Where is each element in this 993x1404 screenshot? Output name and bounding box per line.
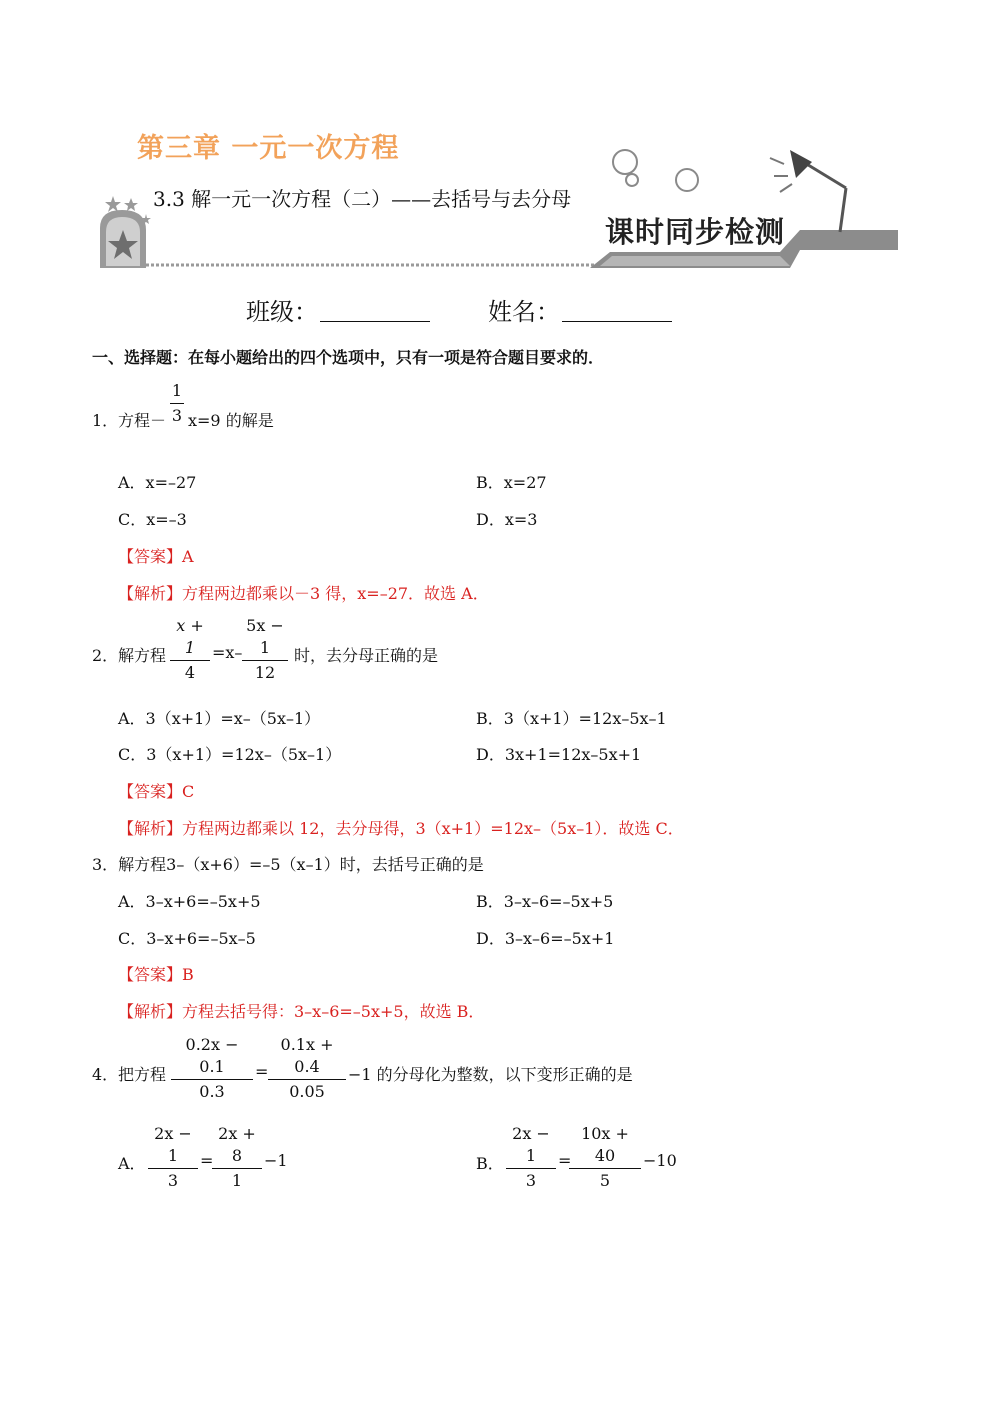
q4-option-a-tail: −1 bbox=[264, 1151, 288, 1170]
q2-option-c: C．3（x+1）=12x–（5x–1） bbox=[118, 745, 342, 764]
q2-frac2-den: 12 bbox=[254, 663, 276, 682]
fraction-bar bbox=[242, 660, 288, 661]
q3-answer: 【答案】B bbox=[118, 965, 194, 984]
q2-analysis: 【解析】方程两边都乘以 12，去分母得，3（x+1）=12x–（5x–1）．故选 C． bbox=[118, 819, 684, 838]
q3-option-c: C．3–x+6=–5x–5 bbox=[118, 929, 256, 948]
fraction-bar bbox=[569, 1168, 641, 1169]
q1-frac-num: 1 bbox=[171, 381, 183, 400]
fraction-bar bbox=[268, 1079, 346, 1080]
q3-option-a: A．3–x+6=–5x+5 bbox=[118, 892, 261, 911]
q4-option-b-tail: −10 bbox=[643, 1151, 677, 1170]
chapter-title: 第三章 一元一次方程 bbox=[137, 133, 400, 164]
q2-middle: =x– bbox=[212, 643, 243, 662]
q2-stem-post: 时，去分母正确的是 bbox=[294, 646, 439, 665]
q2-frac1-num: x + 1 bbox=[176, 616, 204, 657]
q4-option-b-fraction-1 bbox=[506, 1123, 556, 1192]
q2-option-b: B．3（x+1）=12x–5x–1 bbox=[476, 709, 667, 728]
section-title: 3.3 解一元一次方程（二）——去括号与去分母 bbox=[153, 187, 572, 211]
q4-fraction-1 bbox=[171, 1034, 253, 1103]
q4-fraction-2 bbox=[268, 1034, 346, 1103]
q2-fraction-2 bbox=[242, 615, 288, 684]
q1-option-a: A．x=–27 bbox=[118, 473, 197, 492]
q2-number: 2． bbox=[92, 646, 119, 665]
q2-option-d: D．3x+1=12x–5x+1 bbox=[476, 745, 642, 764]
q1-stem-post: x=9 的解是 bbox=[188, 411, 274, 430]
star-badge-icon bbox=[100, 196, 151, 268]
q1-stem-pre: 方程－ bbox=[118, 411, 167, 430]
q1-answer: 【答案】A bbox=[118, 547, 194, 566]
q4-option-a-label: A． bbox=[118, 1154, 146, 1173]
q4-number: 4． bbox=[92, 1065, 119, 1084]
fraction-bar bbox=[212, 1168, 262, 1169]
q4-frac2-num: 0.1x + 0.4 bbox=[280, 1035, 334, 1076]
q1-analysis: 【解析】方程两边都乘以－3 得，x=–27．故选 A． bbox=[118, 584, 489, 603]
q4-equals: = bbox=[255, 1062, 269, 1081]
q4a-f1-num: 2x − 1 bbox=[154, 1124, 192, 1165]
section-heading: 一、选择题：在每小题给出的四个选项中，只有一项是符合题目要求的． bbox=[92, 348, 605, 367]
q1-frac-den: 3 bbox=[171, 406, 183, 425]
banner-text: 课时同步检测 bbox=[605, 215, 786, 249]
q4-frac1-den: 0.3 bbox=[199, 1082, 225, 1101]
q4-option-a-fraction-1 bbox=[148, 1123, 198, 1192]
q4b-f2-num: 10x + 40 bbox=[581, 1124, 629, 1165]
q4-option-b-label: B． bbox=[476, 1154, 504, 1173]
q4-frac2-den: 0.05 bbox=[289, 1082, 325, 1101]
q1-fraction bbox=[170, 380, 184, 427]
class-blank[interactable] bbox=[320, 295, 430, 322]
q2-frac2-num: 5x − 1 bbox=[246, 616, 284, 657]
q2-fraction-1 bbox=[170, 615, 210, 684]
q4-option-a-equals: = bbox=[200, 1151, 214, 1170]
q4-option-b-fraction-2 bbox=[569, 1123, 641, 1192]
q1-option-c: C．x=–3 bbox=[118, 510, 187, 529]
class-label: 班级： bbox=[246, 298, 318, 326]
q4-stem-pre: 把方程 bbox=[118, 1065, 167, 1084]
q4b-f1-den: 3 bbox=[525, 1171, 537, 1190]
q4a-f2-den: 1 bbox=[231, 1171, 243, 1190]
name-label: 姓名： bbox=[488, 298, 560, 326]
q1-option-d: D．x=3 bbox=[476, 510, 538, 529]
q3-stem: 3．解方程3–（x+6）=–5（x–1）时，去括号正确的是 bbox=[92, 855, 484, 874]
q2-answer: 【答案】C bbox=[118, 782, 195, 801]
q4-option-b-equals: = bbox=[558, 1151, 572, 1170]
q3-analysis: 【解析】方程去括号得：3–x–6=–5x+5，故选 B． bbox=[118, 1002, 485, 1021]
fraction-bar bbox=[170, 403, 184, 404]
q2-stem-pre: 解方程 bbox=[118, 646, 167, 665]
q4b-f1-num: 2x − 1 bbox=[512, 1124, 550, 1165]
q2-frac1-den: 4 bbox=[184, 663, 196, 682]
q4-frac1-num: 0.2x − 0.1 bbox=[185, 1035, 239, 1076]
q4b-f2-den: 5 bbox=[599, 1171, 611, 1190]
fraction-bar bbox=[148, 1168, 198, 1169]
name-blank[interactable] bbox=[562, 295, 672, 322]
q4a-f2-num: 2x + 8 bbox=[218, 1124, 256, 1165]
q1-option-b: B．x=27 bbox=[476, 473, 547, 492]
fraction-bar bbox=[170, 660, 210, 661]
fraction-bar bbox=[506, 1168, 556, 1169]
q3-option-b: B．3–x–6=–5x+5 bbox=[476, 892, 614, 911]
q1-number: 1． bbox=[92, 411, 119, 430]
bubbles-icon bbox=[613, 150, 698, 191]
q2-option-a: A．3（x+1）=x–（5x–1） bbox=[118, 709, 321, 728]
q4a-f1-den: 3 bbox=[167, 1171, 179, 1190]
q3-option-d: D．3–x–6=–5x+1 bbox=[476, 929, 615, 948]
q4-option-a-fraction-2 bbox=[212, 1123, 262, 1192]
q4-stem-post: −1 的分母化为整数，以下变形正确的是 bbox=[348, 1065, 633, 1084]
fraction-bar bbox=[171, 1079, 253, 1080]
